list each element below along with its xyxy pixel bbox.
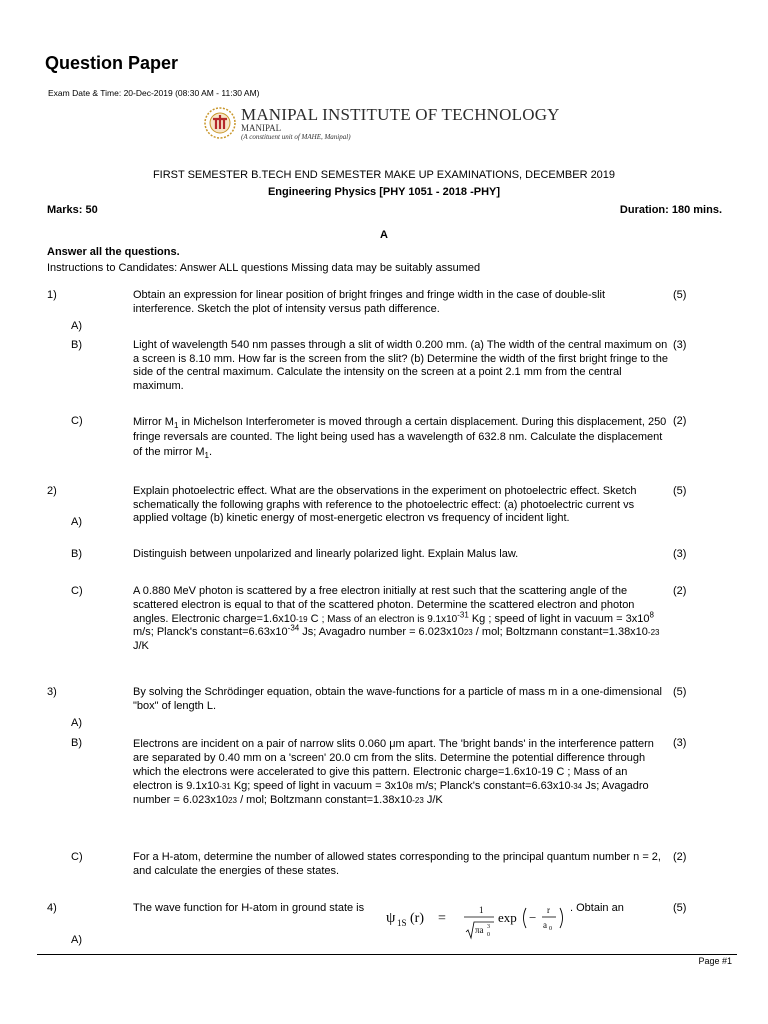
question-text: The wave function for H-atom in ground state is xyxy=(133,902,365,914)
part-label: B) xyxy=(71,737,82,749)
duration: Duration: 180 mins. xyxy=(619,204,722,216)
instructions: Instructions to Candidates: Answer ALL questions Missing data may be suitably assumed xyxy=(47,262,481,274)
total-marks: Marks: 50 xyxy=(47,204,98,216)
question-marks: (5) xyxy=(673,485,687,497)
question-number: 3) xyxy=(47,686,57,698)
institution-logo xyxy=(203,104,583,144)
question-marks: (5) xyxy=(673,686,687,698)
svg-text:0: 0 xyxy=(487,932,490,938)
part-label: A) xyxy=(71,516,82,528)
question-text: Light of wavelength 540 nm passes through a slit of width 0.200 mm. (a) The width of the central maximum on a screen is 8.10 mm. How far is the screen from the slit? (b) Determine the width of the first bright fringe to the side of the central maximum. Calculate the intensity on the screen at a point 2.1 mm from the central maximum. xyxy=(133,339,668,392)
section-label: A xyxy=(380,229,388,241)
part-label: B) xyxy=(71,548,82,560)
question-text: Distinguish between unpolarized and linearly polarized light. Explain Malus law. xyxy=(133,548,519,560)
question-number: 4) xyxy=(47,902,57,914)
emblem-icon xyxy=(203,106,237,140)
svg-text:a: a xyxy=(543,920,547,930)
svg-text:πa: πa xyxy=(475,925,484,935)
svg-text:1S: 1S xyxy=(397,918,407,928)
question-marks: (5) xyxy=(673,902,687,914)
svg-text:ψ: ψ xyxy=(386,910,396,926)
footer-divider xyxy=(37,954,737,955)
question-marks: (3) xyxy=(673,339,687,351)
question-text: For a H-atom, determine the number of allowed states corresponding to the principal quantum number n = 2, and calculate the energies of these states. xyxy=(133,851,661,877)
part-label: C) xyxy=(71,585,83,597)
page-number: Page #1 xyxy=(698,956,732,966)
question-marks: (3) xyxy=(673,548,687,560)
wavefunction-formula xyxy=(386,898,576,944)
exam-date: Exam Date & Time: 20-Dec-2019 (08:30 AM - 11:30 AM) xyxy=(48,88,260,98)
question-marks: (2) xyxy=(673,415,687,427)
question-text: Mirror $M_1$ in Michelson Interferometer is moved through a certain displacement. During this displacement, 250 fringe reversals are counted. The light being used has a wavelength of 632.8 nm. Calculate the displacement of the mirror $M_1$. xyxy=(133,416,667,461)
question-marks: (2) xyxy=(673,851,687,863)
question-text: By solving the Schrödinger equation, obtain the wave-functions for a particle of mass m in a one-dimensional "box" of length L. xyxy=(133,686,662,712)
exam-title: FIRST SEMESTER B.TECH END SEMESTER MAKE UP EXAMINATIONS, DECEMBER 2019 xyxy=(152,169,616,181)
svg-text:−: − xyxy=(529,910,537,925)
part-label: C) xyxy=(71,851,83,863)
question-marks: (5) xyxy=(673,289,687,301)
question-text: A 0.880 MeV photon is scattered by a free electron initially at rest such that the scattering angle of the scattered electron is equal to that of the scattered photon. Determine the scattered electron and photon angles. Electronic charge=1.6x10-19 C ; Mass of an electron is $9.1x10^{-31}$ Kg ; speed of light in vacuum = $3x10^8$ m/s; Planck's $constant=6.63x10^{-34}$ Js; Avagadro number = 6.023x1023 / mol; Boltzmann constant=1.38x10-23 J/K xyxy=(133,585,660,653)
question-marks: (3) xyxy=(673,737,687,749)
svg-text:1: 1 xyxy=(479,905,484,915)
part-label: C) xyxy=(71,415,83,427)
question-marks: (2) xyxy=(673,585,687,597)
answer-all-note: Answer all the questions. xyxy=(47,246,180,258)
svg-text:exp: exp xyxy=(498,910,517,925)
institution-note: (A constituent unit of MAHE, Manipal) xyxy=(241,133,351,141)
part-label: A) xyxy=(71,320,82,332)
question-text: Obtain an expression for linear position of bright fringes and fringe width in the case of double-slit interference. Sketch the plot of intensity versus path difference. xyxy=(133,289,606,315)
part-label: A) xyxy=(71,717,82,729)
question-text-continued: . Obtain an xyxy=(570,902,624,914)
svg-text:3: 3 xyxy=(487,924,490,930)
svg-text:=: = xyxy=(438,911,446,926)
svg-text:(r): (r) xyxy=(410,911,424,926)
svg-text:r: r xyxy=(547,905,550,915)
page-title: Question Paper xyxy=(45,53,179,73)
institution-city: MANIPAL xyxy=(241,123,282,133)
part-label: A) xyxy=(71,934,82,946)
question-text: Explain photoelectric effect. What are the observations in the experiment on photoelectric effect. Sketch schematically the following graphs with reference to the photoelectric effect: (a) photoelectric current vs applied voltage (b) kinetic energy of most-energetic electron vs frequency of incident light. xyxy=(133,485,637,524)
question-text: Electrons are incident on a pair of narrow slits 0.060 μm apart. The 'bright bands' in the interference pattern are separated by 0.40 mm on a 'screen' 20.0 cm from the slits. Determine the potential difference through which the electrons were accelerated to give this pattern. Electronic charge=1.6x10-19 C ; Mass of an electron is 9.1x10-31 Kg; speed of light in vacuum = 3x108 m/s; Planck's constant=6.63x10-34 Js; Avagadro number = 6.023x1023 / mol; Boltzmann constant=1.38x10-23 J/K xyxy=(133,738,654,806)
question-number: 2) xyxy=(47,485,57,497)
institution-name: MANIPAL INSTITUTE OF TECHNOLOGY xyxy=(241,105,560,124)
course-title: Engineering Physics [PHY 1051 - 2018 -PHY] xyxy=(267,186,501,198)
question-number: 1) xyxy=(47,289,57,301)
svg-text:0: 0 xyxy=(549,926,552,932)
part-label: B) xyxy=(71,339,82,351)
